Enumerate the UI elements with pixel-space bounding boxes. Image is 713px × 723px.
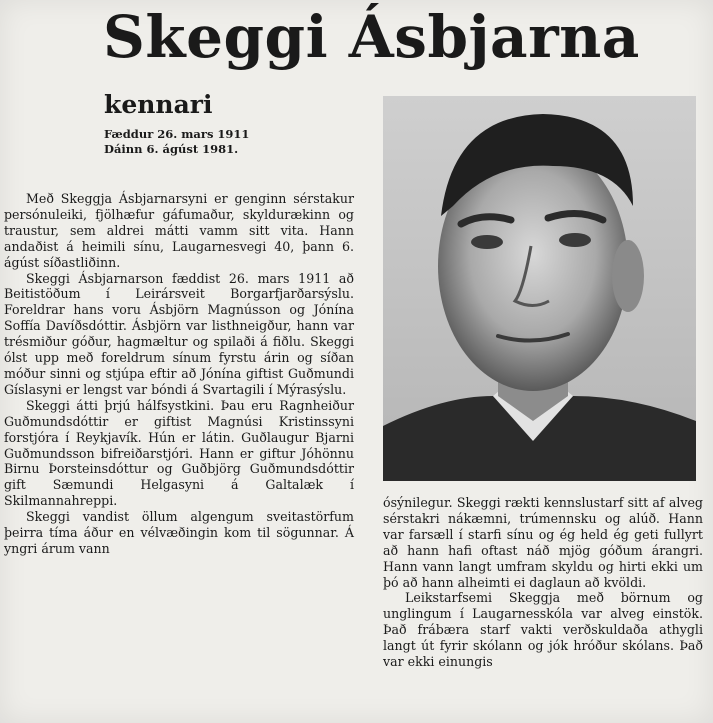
paragraph: Skeggi átti þrjú hálfsystkini. Þau eru Ragnheiður Guðmundsdóttir er giftist Magnúsi Kristinssyni forstjóra í Reykjavík. Hún er látin. Guðlaugur Bjarni Guðmundsson bifreiðarstjóri. Hann er giftur Jóhönnu Birnu Þorsteinsdóttur og Guðbjörg Guðmundsdóttir gift Sæmundi Helgasyni á Galtalæk í Skilmannahreppi.	[4, 397, 354, 509]
paragraph: Skeggi Ásbjarnarson fæddist 26. mars 1911 að Beitistöðum í Leirársveit Borgarfjarðarsýslu. Foreldrar hans voru Ásbjörn Magnússon og Jónína Soffía Davíðsdóttir. Ásbjörn var listhneigður, hann var trésmiður góður, hagmæltur og spilaði á fiðlu. Skeggi ólst upp með foreldrum sínum fyrstu árin og síðan móður sinni og stjúpa eftir að Jónína giftist Guðmundi Gíslasyni er lengst var bóndi á Svartagili í Mýrasýslu.	[4, 270, 354, 397]
obituary-headline: Skeggi Ásbjarna	[103, 3, 640, 71]
paragraph: Skeggi vandist öllum algengum sveitastörfum þeirra tíma áður en vélvæðingin kom til sögunnar. Á yngri árum vann	[4, 509, 354, 556]
death-date: Dáinn 6. ágúst 1981.	[104, 142, 239, 156]
portrait-photo	[383, 96, 696, 481]
paragraph: ósýnilegur. Skeggi rækti kennslustarf sitt af alveg sérstakri nákæmni, trúmennsku og alúð. Hann var farsæll í starfi sínu og ég held ég geti fullyrt að hann hafi oftast náð mjög góðum árangri. Hann vann langt umfram skyldu og hirti ekki um þó að hann alheimti ei daglaun að kvöldi.	[383, 495, 703, 590]
paragraph: Með Skeggja Ásbjarnarsyni er genginn sérstakur persónuleiki, fjölhæfur gáfumaður, skyldurækinn og traustur, sem aldrei mátti vamm sitt vita. Hann andaðist á heimili sínu, Laugarnesvegi 40, þann 6. ágúst síðastliðinn.	[4, 191, 354, 270]
paragraph: Leikstarfsemi Skeggja með börnum og unglingum í Laugarnesskóla var alveg einstök. Það frábæra starf vakti verðskuldaða athygli langt út fyrir skólann og jók hróður skólans. Það var ekki einungis	[383, 590, 703, 670]
right-text-column	[383, 495, 703, 670]
life-dates	[104, 127, 249, 157]
portrait-photo-icon	[383, 96, 696, 481]
left-text-column	[4, 191, 354, 557]
birth-date: Fæddur 26. mars 1911	[104, 127, 250, 141]
obituary-subtitle: kennari	[104, 90, 213, 119]
